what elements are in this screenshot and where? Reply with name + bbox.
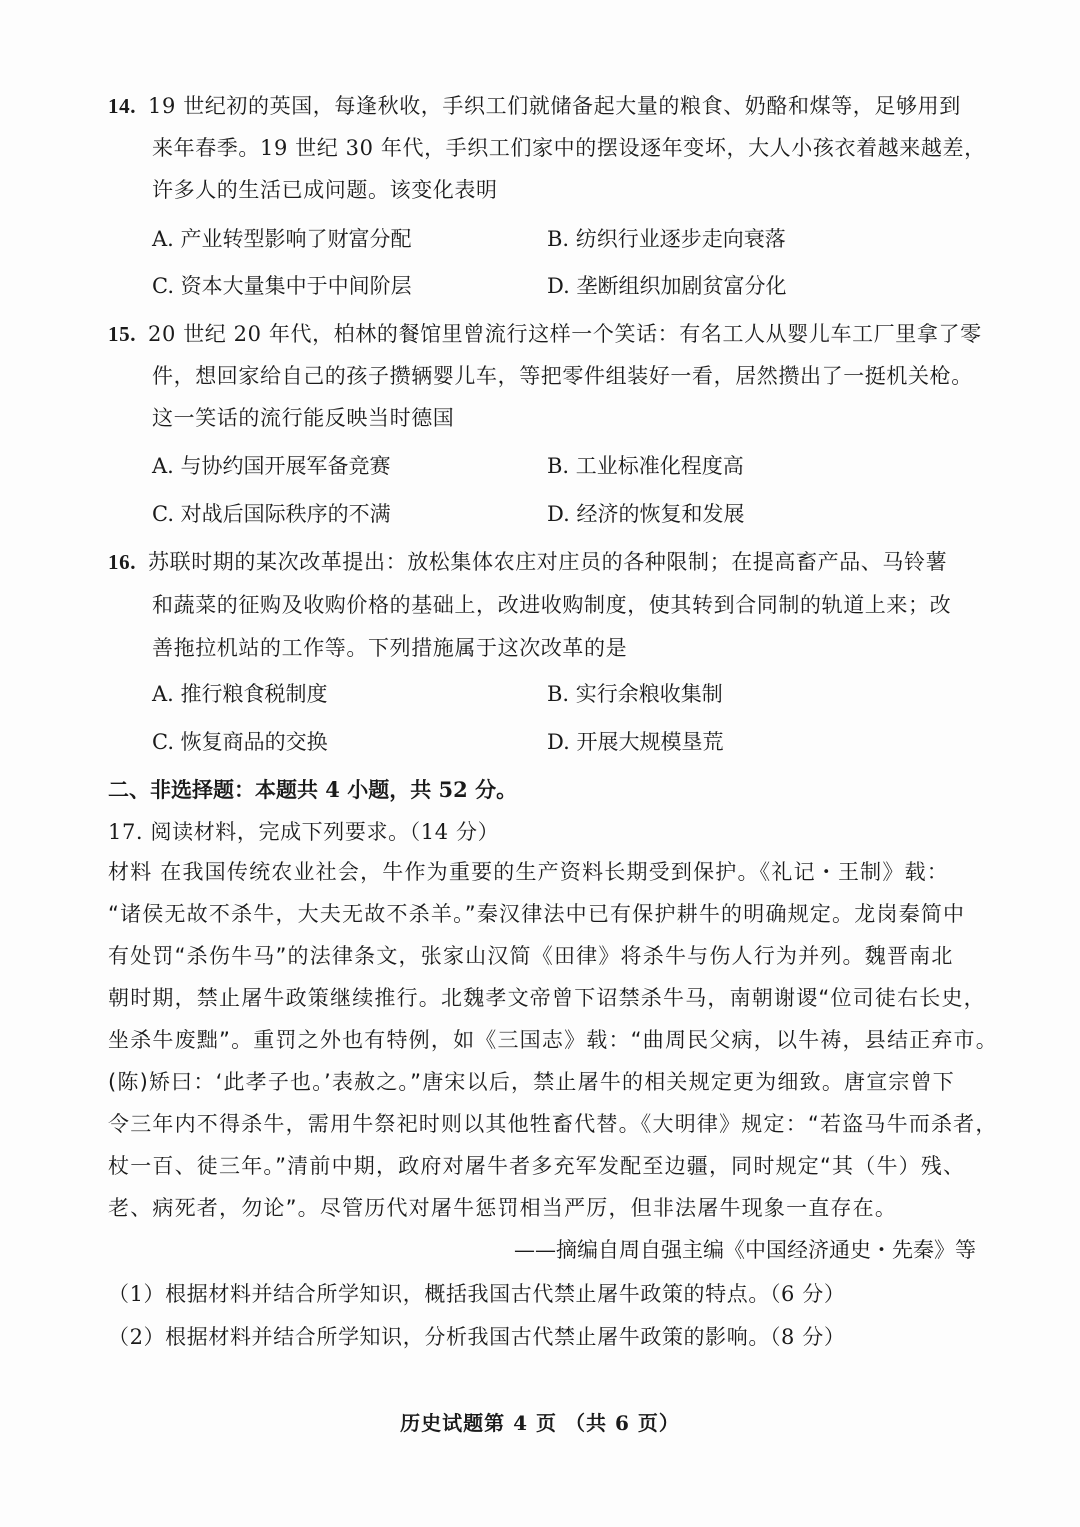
question-14-options-row-1 (152, 225, 972, 253)
question-14-options-row-2 (152, 272, 972, 300)
question-14-line-1: 14. 19 世纪初的英国，每逢秋收，手织工们就储备起大量的粮食、奶酪和煤等，足够用到 (108, 94, 961, 118)
question-16-option-c[interactable]: C. 恢复商品的交换 (152, 730, 328, 754)
question-16-option-d[interactable]: D. 开展大规模垦荒 (547, 730, 724, 754)
question-15-number: 15. (108, 322, 137, 346)
material-line: 材料 在我国传统农业社会，牛作为重要的生产资料长期受到保护。《礼记・王制》载： (108, 860, 949, 884)
question-16 (108, 548, 978, 576)
section-heading: 二、非选择题：本题共 4 小题，共 52 分。 (108, 777, 518, 802)
question-17-material (108, 858, 998, 1222)
question-15-option-d[interactable]: D. 经济的恢复和发展 (547, 502, 745, 526)
question-15-line-1: 15. 20 世纪 20 年代，柏林的餐馆里曾流行这样一个笑话：有名工人从婴儿车工厂里拿了零 (108, 322, 982, 346)
question-16-options-row-1 (152, 680, 972, 708)
question-15-options-row-2 (152, 500, 972, 528)
question-14-number: 14. (108, 94, 137, 118)
question-15-option-a[interactable]: A. 与协约国开展军备竞赛 (152, 454, 391, 478)
question-17-sub-2: （2）根据材料并结合所学知识，分析我国古代禁止屠牛政策的影响。（8 分） (108, 1325, 846, 1349)
question-14 (108, 92, 978, 120)
question-15-option-c[interactable]: C. 对战后国际秩序的不满 (152, 502, 391, 526)
question-15-line-2: 件，想回家给自己的孩子攒辆婴儿车，等把零件组装好一看，居然攒出了一挺机关枪。 (152, 364, 973, 388)
question-17-header: 17. 阅读材料，完成下列要求。（14 分） (108, 820, 500, 844)
question-16-cont (108, 591, 978, 619)
question-16-line-2: 和蔬菜的征购及收购价格的基础上，改进收购制度，使其转到合同制的轨道上来；改 (152, 593, 952, 617)
question-16-line-3: 善拖拉机站的工作等。下列措施属于这次改革的是 (152, 636, 628, 660)
question-15-cont2 (108, 404, 978, 432)
question-16-option-b[interactable]: B. 实行余粮收集制 (547, 682, 723, 706)
material-line: 杖一百、徒三年。”清前中期，政府对屠牛者多充军发配至边疆，同时规定“其（牛）残、 (108, 1154, 966, 1178)
question-14-option-c[interactable]: C. 资本大量集中于中间阶层 (152, 274, 412, 298)
material-line: 老、病死者，勿论”。尽管历代对屠牛惩罚相当严厉，但非法屠牛现象一直存在。 (108, 1196, 898, 1220)
question-14-option-d[interactable]: D. 垄断组织加剧贫富分化 (547, 274, 787, 298)
question-14-line-2: 来年春季。19 世纪 30 年代，手织工们家中的摆设逐年变坏，大人小孩衣着越来越差， (152, 136, 986, 160)
question-16-line-1: 16. 苏联时期的某次改革提出：放松集体农庄对庄员的各种限制；在提高畜产品、马铃薯 (108, 550, 948, 574)
material-line: 坐杀牛废黜”。重罚之外也有特例，如《三国志》载：“曲周民父病，以牛祷，县结正弃市。 (108, 1028, 998, 1052)
question-15-options-row-1 (152, 452, 972, 480)
question-16-number: 16. (108, 550, 137, 574)
material-line: “诸侯无故不杀牛，大夫无故不杀羊。”秦汉律法中已有保护耕牛的明确规定。龙岗秦简中 (108, 902, 966, 926)
material-source: ——摘编自周自强主编《中国经济通史・先秦》等 (514, 1238, 976, 1262)
material-line: 朝时期，禁止屠牛政策继续推行。北魏孝文帝曾下诏禁杀牛马，南朝谢谡“位司徒右长史， (108, 986, 986, 1010)
question-14-option-a[interactable]: A. 产业转型影响了财富分配 (152, 227, 412, 251)
question-15-cont (108, 362, 978, 390)
question-16-cont2 (108, 634, 978, 662)
question-15 (108, 320, 982, 348)
material-line: 令三年内不得杀牛，需用牛祭祀时则以其他牲畜代替。《大明律》规定：“若盗马牛而杀者， (108, 1112, 998, 1136)
question-15-option-b[interactable]: B. 工业标准化程度高 (547, 454, 744, 478)
question-14-option-b[interactable]: B. 纺织行业逐步走向衰落 (547, 227, 786, 251)
question-15-line-3: 这一笑话的流行能反映当时德国 (152, 406, 455, 430)
question-14-cont (108, 134, 986, 162)
question-16-option-a[interactable]: A. 推行粮食税制度 (152, 682, 328, 706)
question-17-sub-1: （1）根据材料并结合所学知识，概括我国古代禁止屠牛政策的特点。（6 分） (108, 1282, 846, 1306)
material-line: 有处罚“杀伤牛马”的法律条文，张家山汉简《田律》将杀牛与伤人行为并列。魏晋南北 (108, 944, 954, 968)
page-footer: 历史试题第 4 页 （共 6 页） (400, 1411, 680, 1435)
material-line: (陈)矫曰：‘此孝子也。’表赦之。”唐宋以后，禁止屠牛的相关规定更为细致。唐宣宗曾下 (108, 1070, 956, 1094)
question-14-line-3: 许多人的生活已成问题。该变化表明 (152, 178, 498, 202)
question-16-options-row-2 (152, 728, 972, 756)
question-14-cont2 (108, 176, 978, 204)
